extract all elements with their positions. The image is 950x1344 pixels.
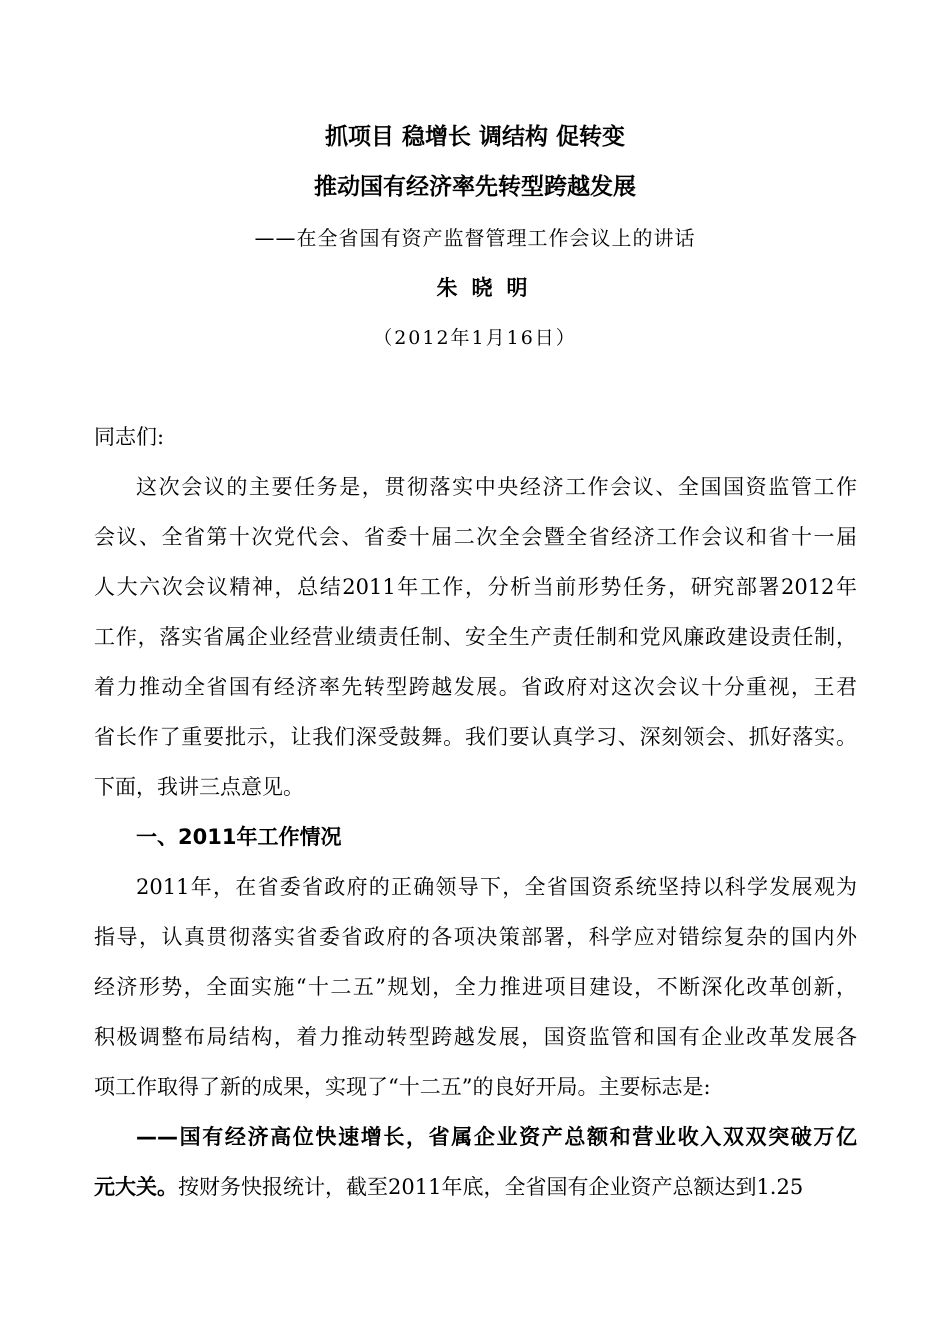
paragraph-1-line: 会议、全省第十次党代会、省委十届二次全会暨全省经济工作会议和省十一届 — [94, 525, 857, 549]
paragraph-2-line: 2011年，在省委省政府的正确领导下，全省国资系统坚持以科学发展观为 — [136, 875, 857, 899]
paragraph-2-line: 项工作取得了新的成果，实现了“十二五”的良好开局。主要标志是: — [94, 1075, 711, 1099]
paragraph-2-line: 积极调整布局结构，着力推动转型跨越发展，国资监管和国有企业改革发展各 — [94, 1025, 857, 1049]
paragraph-1-line: 下面，我讲三点意见。 — [94, 775, 304, 799]
paragraph-1-line: 人大六次会议精神，总结2011年工作，分析当前形势任务，研究部署2012年 — [94, 575, 857, 599]
section-heading: 一、2011年工作情况 — [136, 825, 342, 849]
key-point-heading: ——国有经济高位快速增长，省属企业资产总额和营业收入双双突破万亿 — [136, 1125, 857, 1149]
paragraph-2-line: 指导，认真贯彻落实省委省政府的各项决策部署，科学应对错综复杂的国内外 — [94, 925, 857, 949]
salutation: 同志们: — [94, 425, 165, 449]
title-line-1: 抓项目 稳增长 调结构 促转变 — [324, 124, 626, 150]
speech-date: （2012年1月16日） — [373, 327, 577, 349]
key-point-text: 按财务快报统计，截至2011年底，全省国有企业资产总额达到1.25 — [178, 1175, 804, 1199]
paragraph-1-line: 这次会议的主要任务是，贯彻落实中央经济工作会议、全国国资监管工作 — [136, 475, 857, 499]
paragraph-1-line: 着力推动全省国有经济率先转型跨越发展。省政府对这次会议十分重视，王君 — [94, 675, 857, 699]
subtitle: ——在全省国有资产监督管理工作会议上的讲话 — [254, 226, 696, 250]
paragraph-1-line: 省长作了重要批示，让我们深受鼓舞。我们要认真学习、深刻领会、抓好落实。 — [94, 725, 857, 749]
key-point-heading-end: 元大关。 — [94, 1175, 178, 1199]
paragraph-2-line: 经济形势，全面实施“十二五”规划，全力推进项目建设，不断深化改革创新， — [94, 975, 857, 999]
author-name: 朱晓明 — [436, 276, 542, 300]
title-line-2: 推动国有经济率先转型跨越发展 — [314, 174, 636, 200]
key-point-line — [94, 1172, 857, 1202]
paragraph-1-line: 工作，落实省属企业经营业绩责任制、安全生产责任制和党风廉政建设责任制， — [94, 625, 857, 649]
